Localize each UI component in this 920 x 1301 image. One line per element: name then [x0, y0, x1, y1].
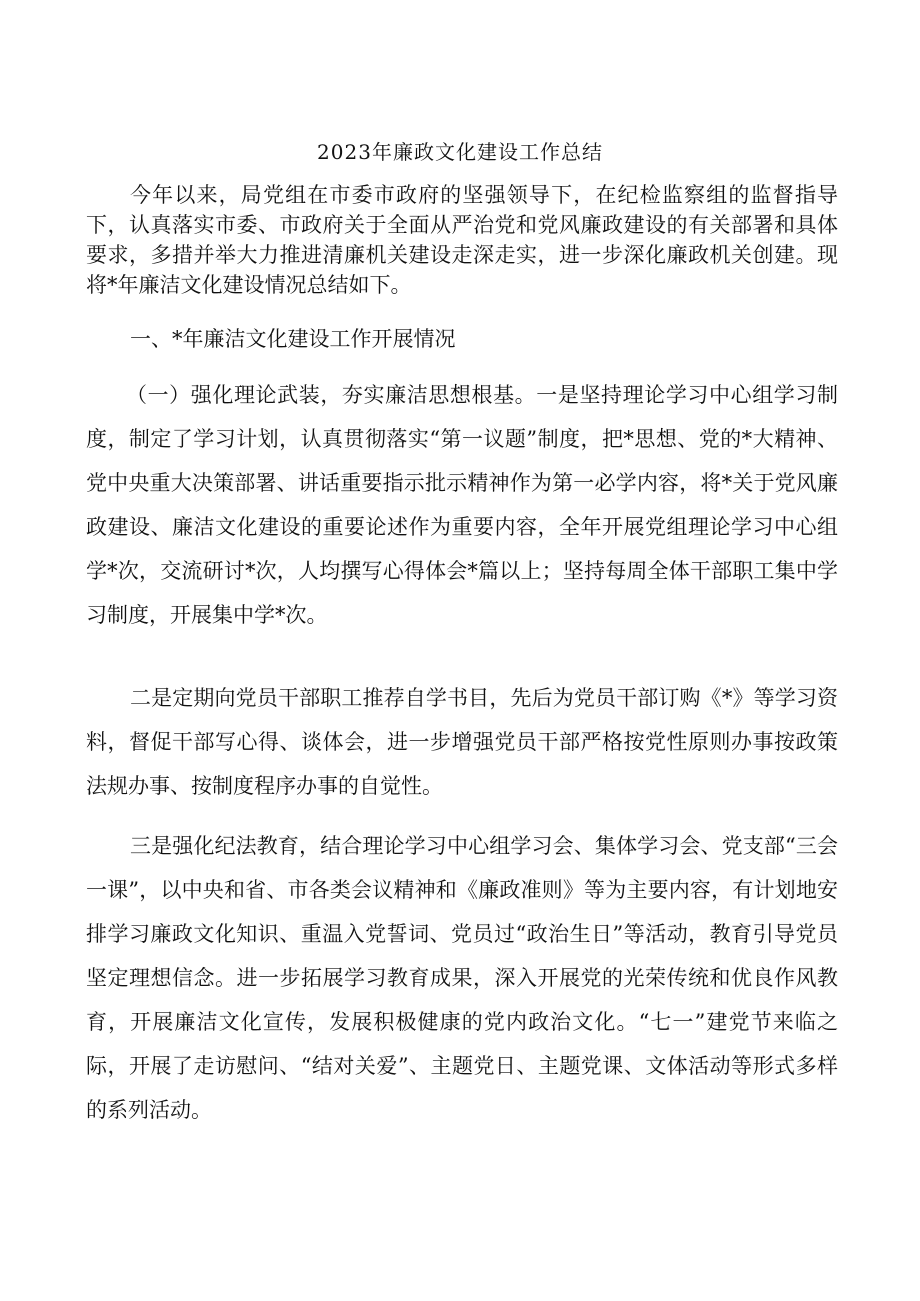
section-heading-1: 一、*年廉洁文化建设工作开展情况	[130, 327, 456, 351]
document-title: 2023年廉政文化建设工作总结	[317, 140, 603, 164]
section-2-paragraph: 二是定期向党员干部职工推荐自学书目，先后为党员干部订购《*》等学习资料，督促干部写心得、谈体会，进一步增强党员干部严格按党性原则办事按政策法规办事、按制度程序办事的自觉性。	[86, 686, 838, 798]
section-1-paragraph: （一）强化理论武装，夯实廉洁思想根基。一是坚持理论学习中心组学习制度，制定了学习计划，认真贯彻落实“第一议题”制度，把*思想、党的*大精神、党中央重大决策部署、讲话重要指示批示精神作为第一必学内容，将*关于党风廉政建设、廉洁文化建设的重要论述作为重要内容，全年开展党组理论学习中心组学*次，交流研讨*次，人均撰写心得体会*篇以上；坚持每周全体干部职工集中学习制度，开展集中学*次。	[86, 383, 838, 627]
section-3-paragraph: 三是强化纪法教育，结合理论学习中心组学习会、集体学习会、党支部“三会一课”，以中央和省、市各类会议精神和《廉政准则》等为主要内容，有计划地安排学习廉政文化知识、重温入党誓词、党员过“政治生日”等活动，教育引导党员坚定理想信念。进一步拓展学习教育成果，深入开展党的光荣传统和优良作风教育，开展廉洁文化宣传，发展积极健康的党内政治文化。“七一”建党节来临之际，开展了走访慰问、“结对关爱”、主题党日、主题党课、文体活动等形式多样的系列活动。	[86, 834, 838, 1122]
intro-paragraph: 今年以来，局党组在市委市政府的坚强领导下，在纪检监察组的监督指导下，认真落实市委、市政府关于全面从严治党和党风廉政建设的有关部署和具体要求，多措并举大力推进清廉机关建设走深走实，进一步深化廉政机关创建。现将*年廉洁文化建设情况总结如下。	[86, 183, 838, 297]
